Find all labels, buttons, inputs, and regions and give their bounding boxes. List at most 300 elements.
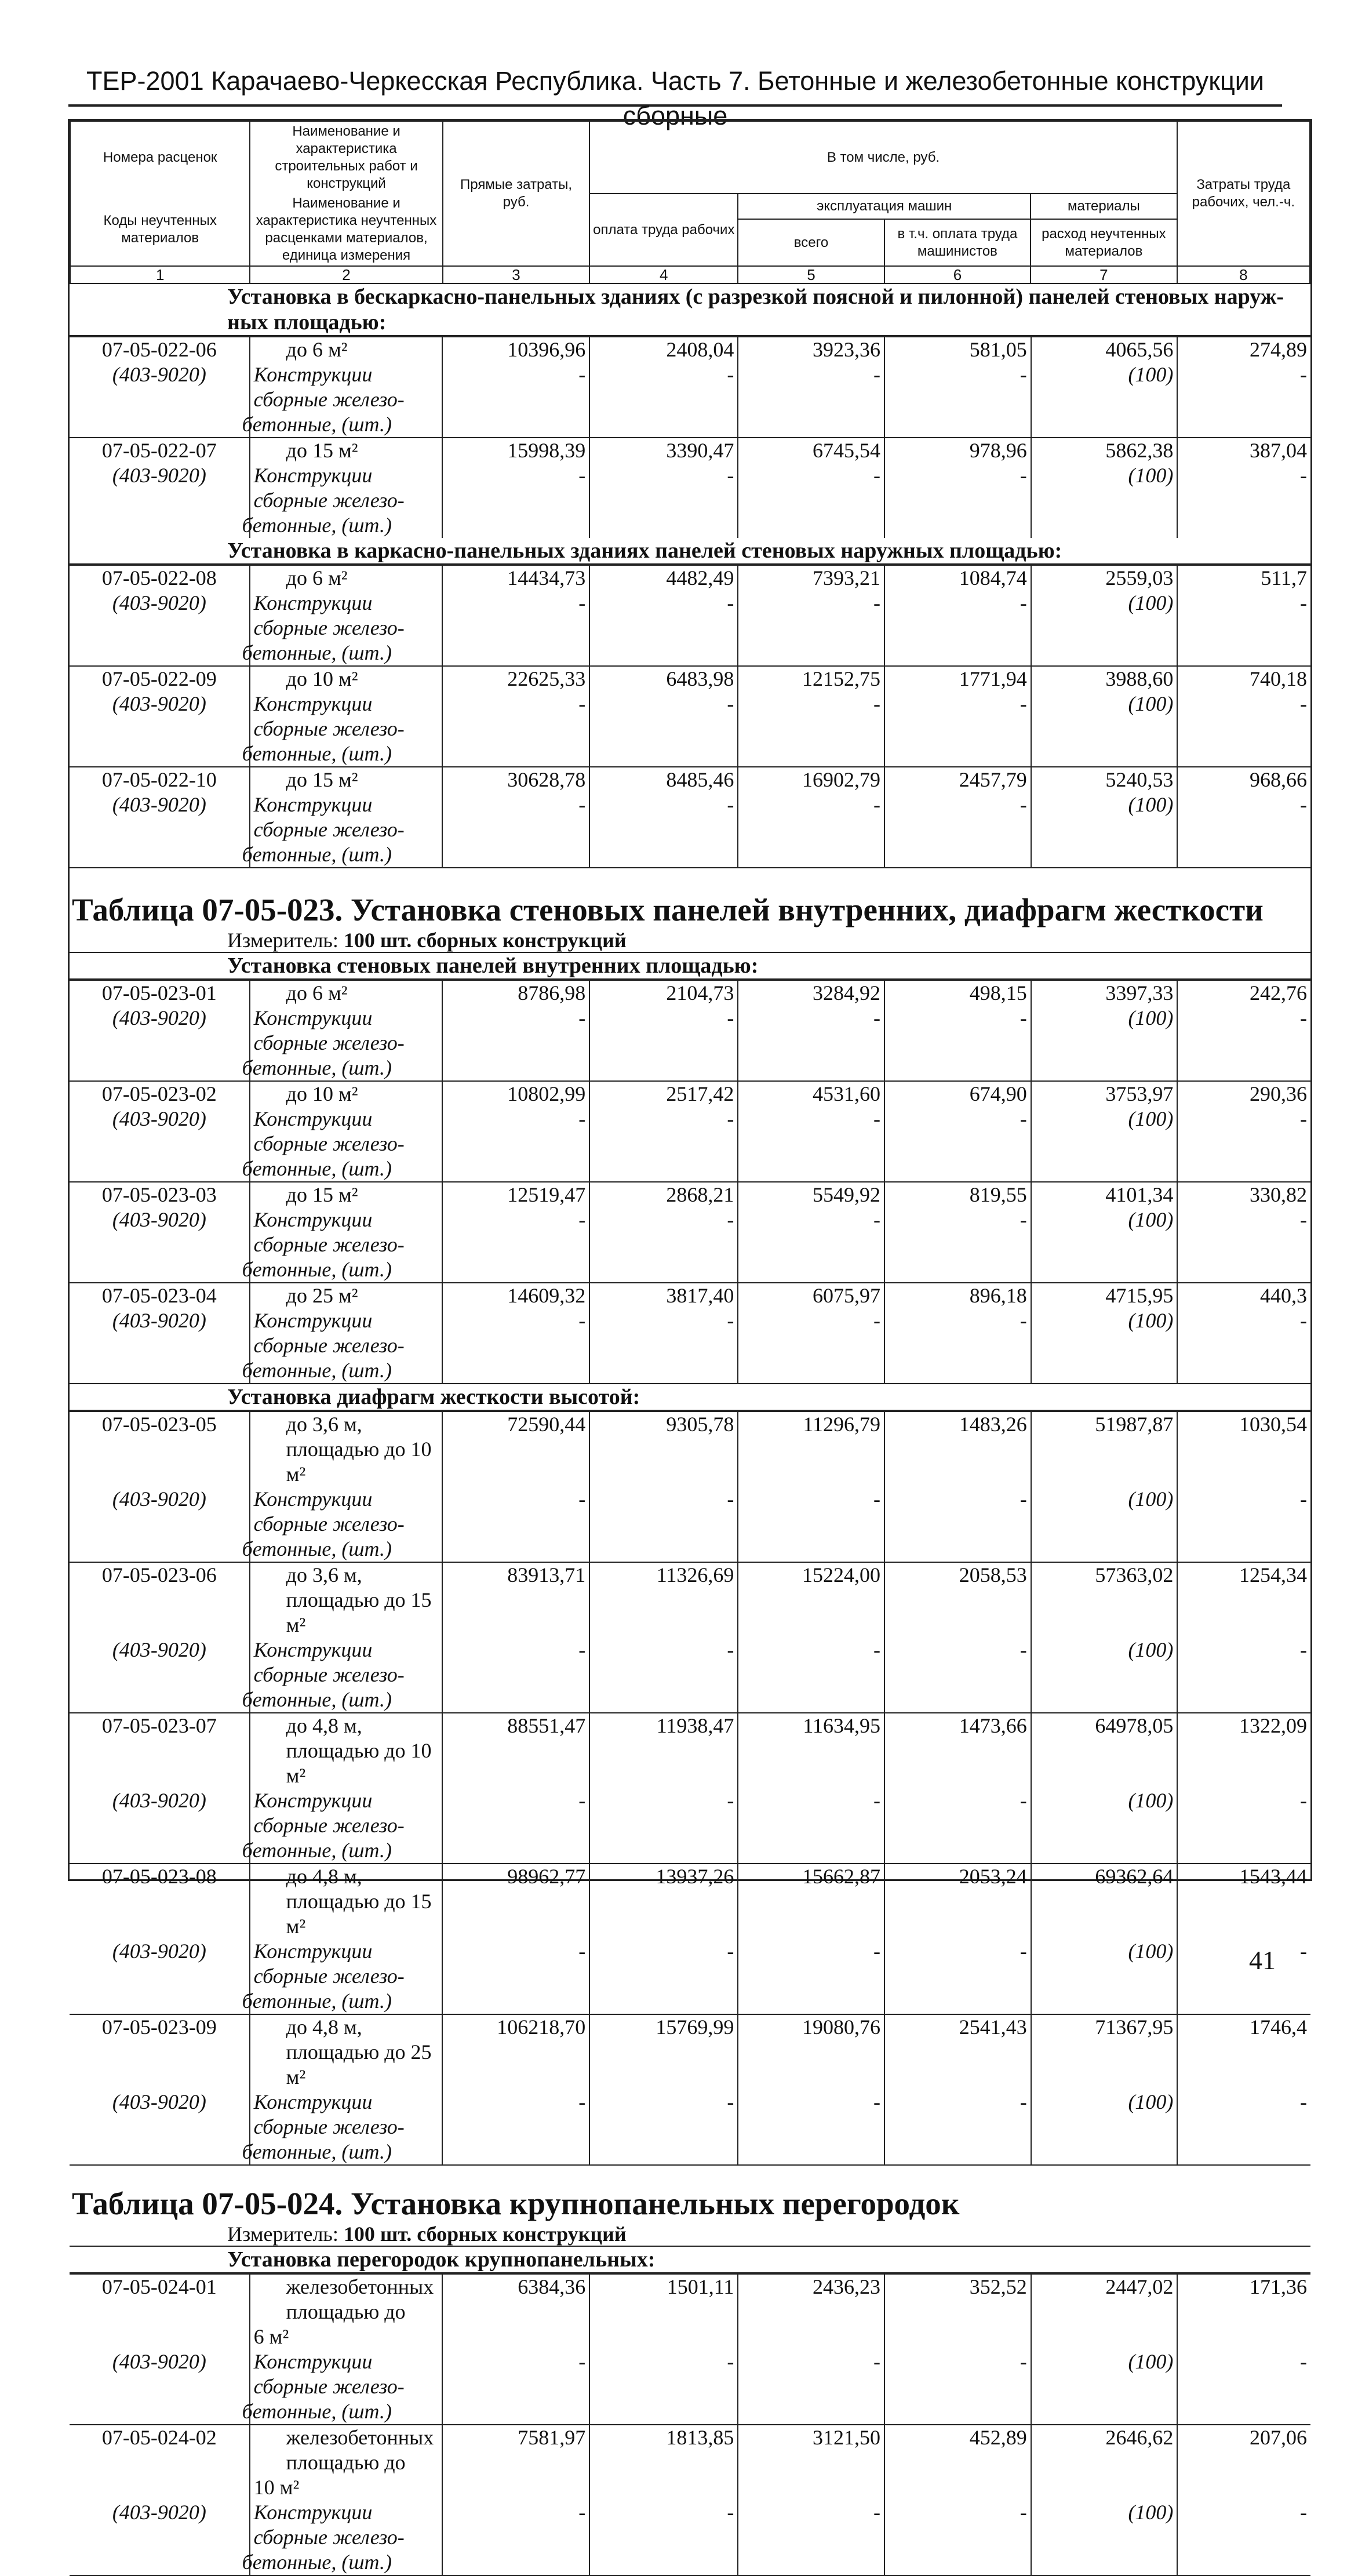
table-cell: до 3,6 м, площадью до 10 м² [250, 1411, 443, 1487]
table-cell: (100) [1031, 1939, 1178, 2014]
table-cell: - [738, 1107, 884, 1182]
table-cell: (403-9020) [112, 1789, 206, 1812]
table-cell: 11296,79 [738, 1411, 884, 1487]
col-num: 5 [738, 266, 884, 283]
table-cell: 3923,36 [738, 337, 884, 362]
table-cell: - [442, 792, 589, 867]
table-cell: - [589, 1006, 738, 1081]
table-cell: Конструкции сборные железо- бетонные, (шт.) [250, 591, 443, 666]
table-cell: (100) [1031, 1638, 1178, 1713]
table-cell: - [1177, 2349, 1310, 2425]
table-cell: 3753,97 [1031, 1081, 1178, 1107]
table-cell: 1322,09 [1177, 1713, 1310, 1788]
table-cell: - [884, 1939, 1031, 2014]
table-cell: - [884, 1487, 1031, 1562]
table-cell: - [738, 692, 884, 767]
table-cell: 2868,21 [589, 1182, 738, 1207]
table-cell: 12519,47 [442, 1182, 589, 1207]
table-cell: 11326,69 [589, 1562, 738, 1638]
table-cell: 07-05-022-07 [70, 438, 250, 463]
table-cell: (100) [1031, 2349, 1178, 2425]
table-cell: - [589, 792, 738, 867]
table-header [70, 121, 1310, 284]
section-heading: Установка перегородок крупнопанельных: [70, 2246, 1310, 2273]
table-cell: 8786,98 [442, 980, 589, 1006]
table-cell: 14434,73 [442, 565, 589, 591]
table-cell: до 15 м² [250, 1182, 443, 1207]
table-cell: - [884, 692, 1031, 767]
table-cell: 72590,44 [442, 1411, 589, 1487]
table-cell: 07-05-024-02 [70, 2425, 250, 2500]
col-direct: Прямые затраты, руб. [443, 121, 590, 266]
material-row [70, 2090, 1310, 2164]
table-cell: - [442, 1638, 589, 1713]
table-cell: 1543,44 [1177, 1864, 1310, 1939]
material-row [70, 1006, 1310, 1081]
table-cell: (403-9020) [112, 1107, 206, 1130]
table-cell: 10802,99 [442, 1081, 589, 1107]
table-cell: 740,18 [1177, 666, 1310, 692]
table-cell: 2541,43 [884, 2014, 1031, 2090]
rows-b [70, 565, 1310, 867]
table-cell: (403-9020) [112, 1006, 206, 1029]
col-num: 3 [443, 266, 590, 283]
table-cell: 2457,79 [884, 767, 1031, 792]
table-cell: (403-9020) [112, 2090, 206, 2113]
table-cell: (403-9020) [112, 1940, 206, 1963]
table-cell: 3397,33 [1031, 980, 1178, 1006]
table-cell: 819,55 [884, 1182, 1031, 1207]
material-row [70, 2349, 1310, 2425]
table-cell: (100) [1031, 591, 1178, 666]
table-row [70, 1081, 1310, 1107]
measure-unit: Измеритель: 100 шт. сборных конструкций [227, 929, 627, 952]
col-rate-no: Номера расценок [70, 121, 250, 194]
table-cell: 1254,34 [1177, 1562, 1310, 1638]
table-cell: 7581,97 [442, 2425, 589, 2500]
col-incl: В том числе, руб. [589, 121, 1177, 194]
table-cell: - [738, 1939, 884, 2014]
table-cell: - [884, 2500, 1031, 2575]
table-cell: - [884, 591, 1031, 666]
table-cell: 51987,87 [1031, 1411, 1178, 1487]
col-num: 2 [250, 266, 442, 283]
table-cell: 581,05 [884, 337, 1031, 362]
table-cell: - [738, 591, 884, 666]
table-cell: - [442, 1006, 589, 1081]
material-row [70, 792, 1310, 867]
table-cell: - [589, 692, 738, 767]
table-cell: 07-05-022-06 [70, 337, 250, 362]
table-cell: (403-9020) [112, 793, 206, 816]
material-row [70, 1939, 1310, 2014]
table-cell: - [442, 1788, 589, 1864]
table-cell: Конструкции сборные железо- бетонные, (шт.) [250, 463, 443, 538]
table-cell: - [589, 1207, 738, 1283]
table-cell: - [1177, 463, 1310, 538]
table-cell: - [442, 1939, 589, 2014]
table-cell: 242,76 [1177, 980, 1310, 1006]
measure-unit: Измеритель: 100 шт. сборных конструкций [227, 2222, 627, 2246]
rows-d [70, 1411, 1310, 2164]
table-cell: 10396,96 [442, 337, 589, 362]
table-cell: 1483,26 [884, 1411, 1031, 1487]
table-cell: - [884, 463, 1031, 538]
table-cell: 4482,49 [589, 565, 738, 591]
table-cell: - [442, 591, 589, 666]
table-cell: - [1177, 692, 1310, 767]
material-row [70, 692, 1310, 767]
table-cell: (100) [1031, 1788, 1178, 1864]
table-cell: до 6 м² [250, 337, 443, 362]
table-cell: (100) [1031, 2500, 1178, 2575]
col-num: 7 [1031, 266, 1177, 283]
table-cell: 4065,56 [1031, 337, 1178, 362]
table-cell: - [1177, 1638, 1310, 1713]
table-cell: 71367,95 [1031, 2014, 1178, 2090]
table-cell: 07-05-023-06 [70, 1562, 250, 1638]
table-cell: 07-05-023-01 [70, 980, 250, 1006]
table-cell: 07-05-023-03 [70, 1182, 250, 1207]
table-cell: 9305,78 [589, 1411, 738, 1487]
table-cell: (100) [1031, 463, 1178, 538]
table-cell: (403-9020) [112, 591, 206, 614]
running-header: ТЕР-2001 Карачаево-Черкесская Республика. Часть 7. Бетонные и железобетонные конструкции сборные [68, 64, 1282, 107]
table-cell: 387,04 [1177, 438, 1310, 463]
table-cell: 498,15 [884, 980, 1031, 1006]
table-cell: до 4,8 м, площадью до 15 м² [250, 1864, 443, 1939]
table-cell: 1771,94 [884, 666, 1031, 692]
table-cell: - [442, 1107, 589, 1182]
table-cell: 896,18 [884, 1283, 1031, 1308]
table-cell: Конструкции сборные железо- бетонные, (шт.) [250, 2500, 443, 2575]
table-cell: - [738, 362, 884, 438]
col-wages: оплата труда рабочих [589, 194, 738, 266]
table-cell: (100) [1031, 362, 1178, 438]
table-cell: (100) [1031, 1006, 1178, 1081]
table-row [70, 2274, 1310, 2349]
table-row [70, 1182, 1310, 1207]
table-cell: до 10 м² [250, 666, 443, 692]
table-cell: - [738, 1788, 884, 1864]
table-cell: 2053,24 [884, 1864, 1031, 1939]
table-cell: (403-9020) [112, 2501, 206, 2524]
table-cell: 64978,05 [1031, 1713, 1178, 1788]
table-cell: Конструкции сборные железо- бетонные, (шт.) [250, 362, 443, 438]
table-cell: до 6 м² [250, 980, 443, 1006]
table-cell: до 15 м² [250, 438, 443, 463]
table-cell: (100) [1031, 1107, 1178, 1182]
table-cell: (403-9020) [112, 1208, 206, 1231]
table-cell: - [442, 2500, 589, 2575]
table-row [70, 1713, 1310, 1788]
table-cell: Конструкции сборные железо- бетонные, (шт.) [250, 1939, 443, 2014]
table-cell: - [589, 591, 738, 666]
table-cell: 69362,64 [1031, 1864, 1178, 1939]
table-cell: - [589, 362, 738, 438]
table-row [70, 767, 1310, 792]
table-cell: 968,66 [1177, 767, 1310, 792]
table-cell: - [1177, 2500, 1310, 2575]
rows-e [70, 2273, 1310, 2576]
table-cell: 5549,92 [738, 1182, 884, 1207]
table-cell: Конструкции сборные железо- бетонные, (шт.) [250, 2349, 443, 2425]
table-cell: до 25 м² [250, 1283, 443, 1308]
col-mat-codes: Коды неучтенных материалов [70, 194, 250, 266]
table-cell: - [884, 792, 1031, 867]
table-cell: 4531,60 [738, 1081, 884, 1107]
table-cell: - [738, 1638, 884, 1713]
table-cell: Конструкции сборные железо- бетонные, (шт.) [250, 1788, 443, 1864]
table-cell: (100) [1031, 1308, 1178, 1383]
table-cell: 07-05-022-08 [70, 565, 250, 591]
table-cell: 8485,46 [589, 767, 738, 792]
table-cell: - [589, 1638, 738, 1713]
table-cell: Конструкции сборные железо- бетонные, (шт.) [250, 1308, 443, 1383]
col-mach-wages: в т.ч. оплата труда машинистов [884, 219, 1031, 266]
table-cell: 1030,54 [1177, 1411, 1310, 1487]
norms-table [68, 119, 1312, 2574]
table-cell: 6745,54 [738, 438, 884, 463]
table-cell: 5862,38 [1031, 438, 1178, 463]
table-cell: 2447,02 [1031, 2274, 1178, 2349]
section-heading: Установка в бескаркасно-панельных зданиях (с разрезкой поясной и пилонной) панелей стеновых наруж- ных площадью: [70, 284, 1310, 336]
table-cell: (100) [1031, 692, 1178, 767]
table-cell: (403-9020) [112, 1487, 206, 1511]
table-cell: 1501,11 [589, 2274, 738, 2349]
table-cell: - [884, 2349, 1031, 2425]
table-cell: 978,96 [884, 438, 1031, 463]
material-row [70, 1638, 1310, 1713]
table-cell: 274,89 [1177, 337, 1310, 362]
table-cell: 2104,73 [589, 980, 738, 1006]
table-row [70, 1283, 1310, 1308]
table-cell: 440,3 [1177, 1283, 1310, 1308]
table-cell: - [1177, 362, 1310, 438]
table-cell: - [442, 692, 589, 767]
table-cell: 2559,03 [1031, 565, 1178, 591]
table-cell: - [738, 2500, 884, 2575]
table-cell: 07-05-023-05 [70, 1411, 250, 1487]
table-cell: - [442, 1308, 589, 1383]
table-cell: - [442, 1207, 589, 1283]
table-cell: 07-05-023-09 [70, 2014, 250, 2090]
table-cell: - [884, 1207, 1031, 1283]
table-row [70, 980, 1310, 1006]
material-row [70, 1788, 1310, 1864]
table-cell: - [884, 1308, 1031, 1383]
table-cell: до 10 м² [250, 1081, 443, 1107]
table-cell: 207,06 [1177, 2425, 1310, 2500]
col-num: 6 [884, 266, 1031, 283]
table-row [70, 1562, 1310, 1638]
table-cell: Конструкции сборные железо- бетонные, (шт.) [250, 1487, 443, 1562]
table-row [70, 2425, 1310, 2500]
table-cell: (100) [1031, 1207, 1178, 1283]
table-cell: - [442, 2349, 589, 2425]
table-cell: - [589, 1308, 738, 1383]
table-cell: 07-05-023-07 [70, 1713, 250, 1788]
section-heading: Установка стеновых панелей внутренних площадью: [70, 952, 1310, 980]
table-row [70, 337, 1310, 362]
table-cell: (100) [1031, 2090, 1178, 2164]
material-row [70, 1308, 1310, 1383]
table-cell: 2646,62 [1031, 2425, 1178, 2500]
table-cell: - [884, 1006, 1031, 1081]
table-cell: - [1177, 792, 1310, 867]
table-row [70, 666, 1310, 692]
table-cell: 07-05-023-04 [70, 1283, 250, 1308]
table-cell: 352,52 [884, 2274, 1031, 2349]
table-row [70, 1864, 1310, 1939]
material-row [70, 362, 1310, 438]
table-cell: 22625,33 [442, 666, 589, 692]
table-cell: - [884, 1638, 1031, 1713]
table-cell: - [1177, 2090, 1310, 2164]
table-cell: - [884, 2090, 1031, 2164]
table-cell: 2408,04 [589, 337, 738, 362]
table-cell: 07-05-022-10 [70, 767, 250, 792]
table-cell: 98962,77 [442, 1864, 589, 1939]
col-mat-name: Наименование и характеристика неучтенных расценками материалов, единица измерения [250, 194, 442, 266]
table-cell: - [442, 362, 589, 438]
table-cell: - [589, 1487, 738, 1562]
table-cell: 88551,47 [442, 1713, 589, 1788]
col-num: 1 [70, 266, 250, 283]
table-cell: 07-05-023-08 [70, 1864, 250, 1939]
table-row [70, 1411, 1310, 1487]
table-cell: 6483,98 [589, 666, 738, 692]
rows-c [70, 980, 1310, 1383]
table-cell: - [738, 1006, 884, 1081]
table-cell: 5240,53 [1031, 767, 1178, 792]
table-cell: - [738, 1487, 884, 1562]
table-cell: - [442, 1487, 589, 1562]
material-row [70, 2500, 1310, 2575]
table-cell: - [589, 1107, 738, 1182]
table-cell: 2058,53 [884, 1562, 1031, 1638]
section-heading: Установка диафрагм жесткости высотой: [70, 1383, 1310, 1411]
table-cell: - [589, 2349, 738, 2425]
table-cell: 3284,92 [738, 980, 884, 1006]
table-cell: Конструкции сборные железо- бетонные, (шт.) [250, 2090, 443, 2164]
table-cell: (403-9020) [112, 692, 206, 715]
table-cell: - [589, 2090, 738, 2164]
table-cell: - [1177, 1207, 1310, 1283]
table-cell: Конструкции сборные железо- бетонные, (шт.) [250, 1207, 443, 1283]
table-cell: - [1177, 1939, 1310, 2014]
page-number: 41 [1249, 1945, 1276, 1975]
table-cell: 15662,87 [738, 1864, 884, 1939]
table-cell: Конструкции сборные железо- бетонные, (шт.) [250, 1006, 443, 1081]
table-cell: - [884, 1107, 1031, 1182]
table-cell: до 4,8 м, площадью до 10 м² [250, 1713, 443, 1788]
table-title: Таблица 07-05-023. Установка стеновых панелей внутренних, диафрагм жесткости [72, 892, 1264, 927]
table-cell: 16902,79 [738, 767, 884, 792]
table-cell: 15224,00 [738, 1562, 884, 1638]
table-cell: 07-05-023-02 [70, 1081, 250, 1107]
table-cell: до 6 м² [250, 565, 443, 591]
material-row [70, 591, 1310, 666]
table-cell: Конструкции сборные железо- бетонные, (шт.) [250, 792, 443, 867]
section-heading: Установка в каркасно-панельных зданиях панелей стеновых наружных площадью: [70, 538, 1310, 565]
material-row [70, 1207, 1310, 1283]
table-cell: 106218,70 [442, 2014, 589, 2090]
col-name: Наименование и характеристика строительных работ и конструкций [250, 121, 442, 194]
table-cell: 1084,74 [884, 565, 1031, 591]
material-row [70, 1107, 1310, 1182]
table-cell: до 3,6 м, площадью до 15 м² [250, 1562, 443, 1638]
table-cell: - [1177, 1006, 1310, 1081]
table-cell: железобетонных площадью до 10 м² [250, 2425, 443, 2500]
table-cell: 2517,42 [589, 1081, 738, 1107]
table-cell: 1813,85 [589, 2425, 738, 2500]
table-cell: - [589, 463, 738, 538]
col-num: 8 [1177, 266, 1310, 283]
table-cell: 7393,21 [738, 565, 884, 591]
table-cell: - [884, 1788, 1031, 1864]
table-cell: 1746,4 [1177, 2014, 1310, 2090]
table-cell: 3817,40 [589, 1283, 738, 1308]
table-cell: (403-9020) [112, 2350, 206, 2373]
table-cell: 290,36 [1177, 1081, 1310, 1107]
table-cell: (100) [1031, 792, 1178, 867]
table-cell: - [1177, 1107, 1310, 1182]
col-machines: эксплуатация машин [738, 194, 1031, 219]
table-cell: - [738, 463, 884, 538]
table-cell: 15998,39 [442, 438, 589, 463]
table-cell: 07-05-022-09 [70, 666, 250, 692]
table-cell: - [1177, 591, 1310, 666]
table-cell: 3121,50 [738, 2425, 884, 2500]
table-cell: - [738, 1207, 884, 1283]
table-cell: железобетонных площадью до 6 м² [250, 2274, 443, 2349]
table-cell: 3390,47 [589, 438, 738, 463]
table-cell: 83913,71 [442, 1562, 589, 1638]
table-cell: 6384,36 [442, 2274, 589, 2349]
table-cell: 1473,66 [884, 1713, 1031, 1788]
table-cell: 11938,47 [589, 1713, 738, 1788]
table-cell: до 4,8 м, площадью до 25 м² [250, 2014, 443, 2090]
table-cell: 452,89 [884, 2425, 1031, 2500]
table-cell: - [884, 362, 1031, 438]
table-cell: - [589, 2500, 738, 2575]
table-cell: 2436,23 [738, 2274, 884, 2349]
table-cell: (100) [1031, 1487, 1178, 1562]
table-title: Таблица 07-05-024. Установка крупнопанельных перегородок [72, 2186, 960, 2221]
table-cell: 13937,26 [589, 1864, 738, 1939]
table-cell: 511,7 [1177, 565, 1310, 591]
table-cell: 4101,34 [1031, 1182, 1178, 1207]
table-cell: 171,36 [1177, 2274, 1310, 2349]
rows-a [70, 336, 1310, 538]
col-num: 4 [589, 266, 738, 283]
table-row [70, 438, 1310, 463]
table-cell: Конструкции сборные железо- бетонные, (шт.) [250, 1107, 443, 1182]
table-cell: (403-9020) [112, 1638, 206, 1661]
table-cell: 4715,95 [1031, 1283, 1178, 1308]
table-cell: 674,90 [884, 1081, 1031, 1107]
table-cell: - [738, 792, 884, 867]
table-cell: - [1177, 1487, 1310, 1562]
table-cell: - [738, 2349, 884, 2425]
table-row [70, 565, 1310, 591]
table-cell: - [738, 2090, 884, 2164]
table-cell: (403-9020) [112, 464, 206, 487]
table-cell: 6075,97 [738, 1283, 884, 1308]
table-cell: (403-9020) [112, 363, 206, 386]
col-materials: материалы [1031, 194, 1177, 219]
